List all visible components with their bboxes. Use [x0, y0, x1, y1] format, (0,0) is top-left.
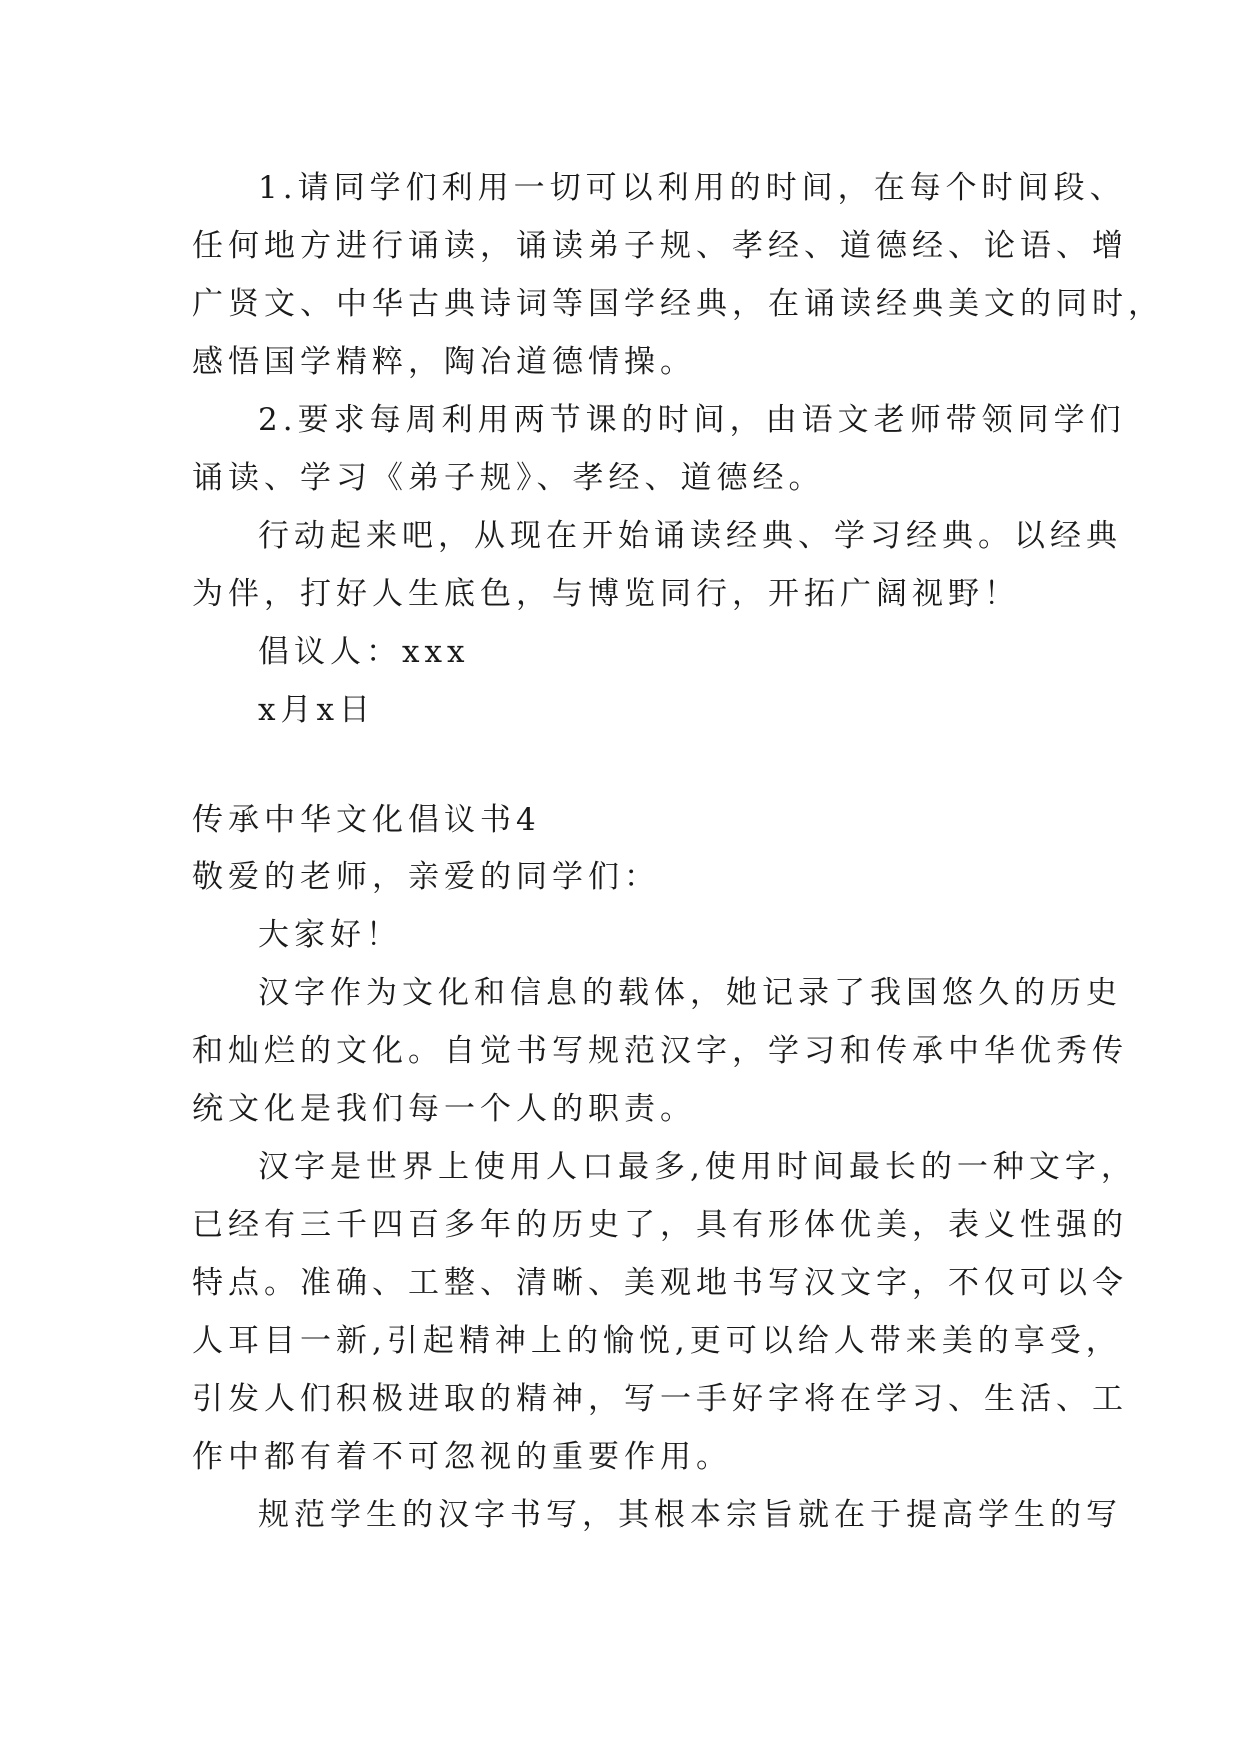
- greeting: 大家好！: [258, 917, 402, 953]
- list-item-1-line-2: 任何地方进行诵读，诵读弟子规、孝经、道德经、论语、增: [192, 228, 1128, 264]
- paragraph-3-line-1: 规范学生的汉字书写，其根本宗旨就在于提高学生的写: [258, 1497, 1122, 1533]
- list-item-2-line-1: 2.要求每周利用两节课的时间，由语文老师带领同学们: [258, 402, 1126, 438]
- paragraph-1-line-2: 和灿烂的文化。自觉书写规范汉字，学习和传承中华优秀传: [192, 1033, 1128, 1069]
- paragraph-2-line-3: 特点。准确、工整、清晰、美观地书写汉文字，不仅可以令: [192, 1265, 1128, 1301]
- list-item-1-line-4: 感悟国学精粹，陶冶道德情操。: [192, 344, 696, 380]
- paragraph-2-line-2: 已经有三千四百多年的历史了，具有形体优美，表义性强的: [192, 1207, 1128, 1243]
- closing-paragraph-line-2: 为伴，打好人生底色，与博览同行，开拓广阔视野！: [192, 576, 1020, 612]
- date-line: x月x日: [258, 692, 375, 728]
- paragraph-2-line-1: 汉字是世界上使用人口最多,使用时间最长的一种文字，: [258, 1149, 1137, 1185]
- list-item-1-line-1: 1.请同学们利用一切可以利用的时间，在每个时间段、: [258, 170, 1126, 206]
- paragraph-1-line-1: 汉字作为文化和信息的载体，她记录了我国悠久的历史: [258, 975, 1122, 1011]
- paragraph-2-line-5: 引发人们积极进取的精神，写一手好字将在学习、生活、工: [192, 1381, 1128, 1417]
- paragraph-2-line-6: 作中都有着不可忽视的重要作用。: [192, 1439, 732, 1475]
- section-title: 传承中华文化倡议书4: [192, 802, 541, 838]
- paragraph-1-line-3: 统文化是我们每一个人的职责。: [192, 1091, 696, 1127]
- paragraph-2-line-4: 人耳目一新,引起精神上的愉悦,更可以给人带来美的享受，: [192, 1323, 1122, 1359]
- closing-paragraph-line-1: 行动起来吧，从现在开始诵读经典、学习经典。以经典: [258, 518, 1122, 554]
- signature-line: 倡议人：xxx: [258, 634, 470, 670]
- list-item-1-line-3: 广贤文、中华古典诗词等国学经典，在诵读经典美文的同时，: [192, 286, 1164, 322]
- salutation: 敬爱的老师，亲爱的同学们：: [192, 859, 660, 895]
- list-item-2-line-2: 诵读、学习《弟子规》、孝经、道德经。: [192, 460, 825, 496]
